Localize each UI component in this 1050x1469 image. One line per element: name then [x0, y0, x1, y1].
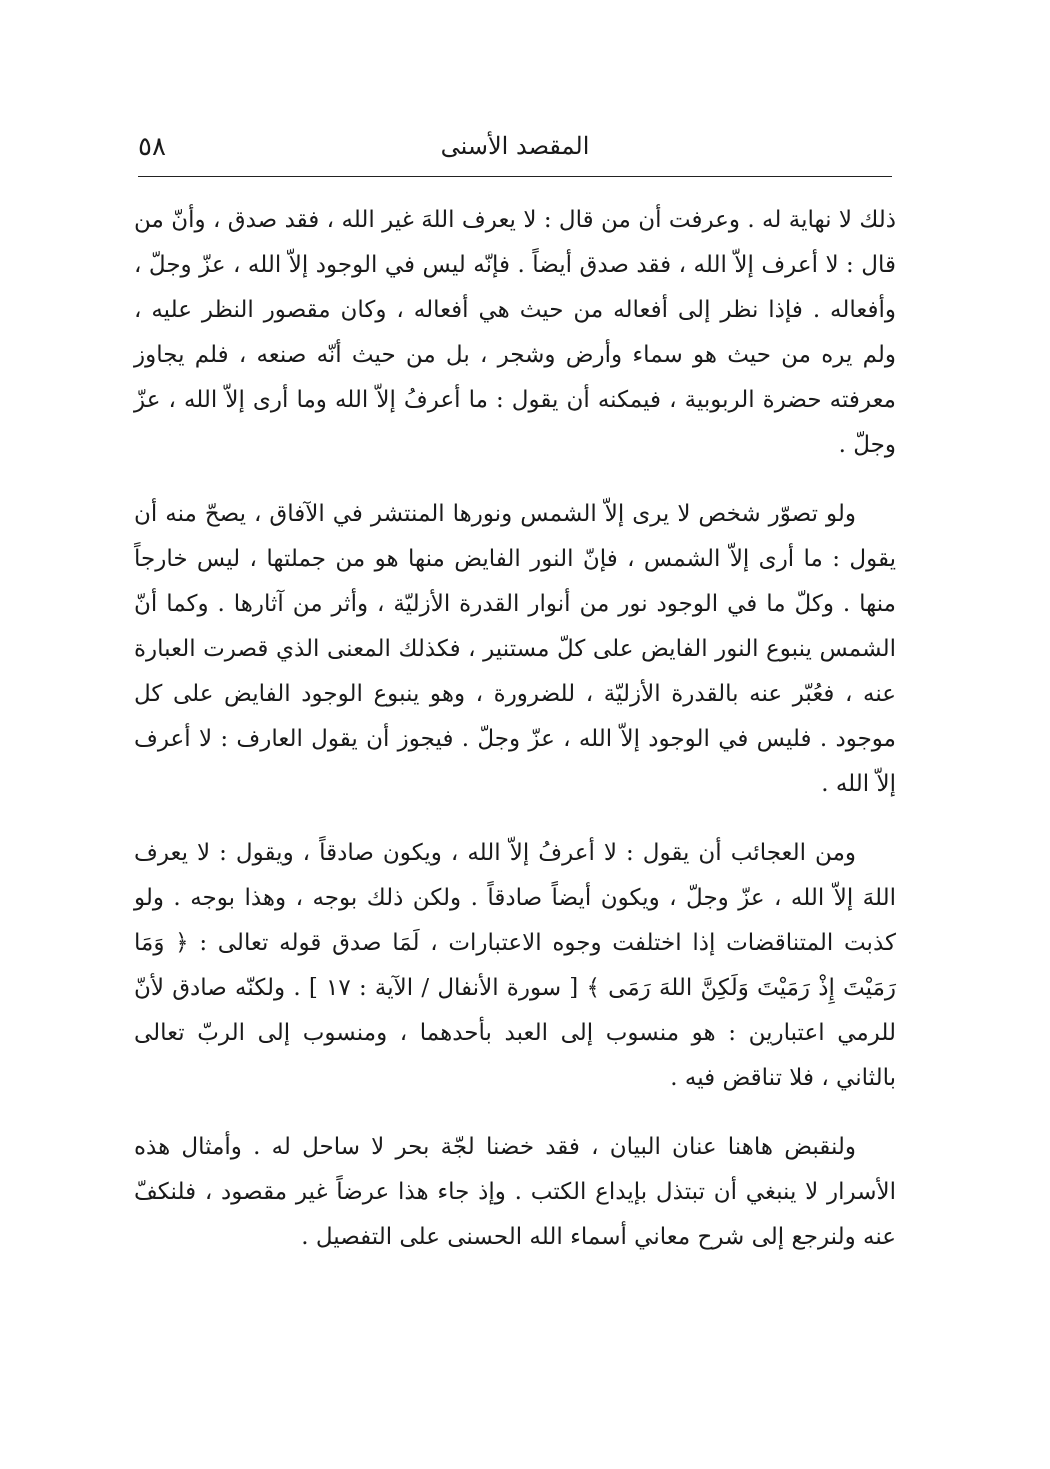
- paragraph-2: ولو تصوّر شخص لا يرى إلاّ الشمس ونورها المنتشر في الآفاق ، يصحّ منه أن يقول : ما أرى إلاّ الشمس ، فإنّ النور الفايض منها هو من جملتها ، ليس خارجاً منها . وكلّ ما في الوجود نور من أنوار القدرة الأزليّة ، وأثر من آثارها . وكما أنّ الشمس ينبوع النور الفايض على كلّ مستنير ، فكذلك المعنى الذي قصرت العبارة عنه ، فعُبّر عنه بالقدرة الأزليّة ، للضرورة ، وهو ينبوع الوجود الفايض على كل موجود . فليس في الوجود إلاّ الله ، عزّ وجلّ . فيجوز أن يقول العارف : لا أعرف إلاّ الله .: [134, 501, 896, 797]
- header-rule: [138, 176, 892, 177]
- paragraph-1: ذلك لا نهاية له . وعرفت أن من قال : لا يعرف اللهَ غير الله ، فقد صدق ، وأنّ من قال : لا أعرف إلاّ الله ، فقد صدق أيضاً . فإنّه ليس في الوجود إلاّ الله ، عزّ وجلّ ، وأفعاله . فإذا نظر إلى أفعاله من حيث هي أفعاله ، وكان مقصور النظر عليه ، ولم يره من حيث هو سماء وأرض وشجر ، بل من حيث أنّه صنعه ، فلم يجاوز معرفته حضرة الربوبية ، فيمكنه أن يقول : ما أعرفُ إلاّ الله وما أرى إلاّ الله ، عزّ وجلّ .: [134, 207, 896, 458]
- paragraph-3: ومن العجائب أن يقول : لا أعرفُ إلاّ الله ، ويكون صادقاً ، ويقول : لا يعرف اللهَ إلاّ الله ، عزّ وجلّ ، ويكون أيضاً صادقاً . ولكن ذلك بوجه ، وهذا بوجه . ولو كذبت المتناقضات إذا اختلفت وجوه الاعتبارات ، لَمَا صدق قوله تعالى : ﴿ وَمَا رَمَيْتَ إِذْ رَمَيْتَ وَلَكِنَّ اللهَ رَمَى ﴾ [ سورة الأنفال / الآية : ١٧ ] . ولكنّه صادق لأنّ للرمي اعتبارين : هو منسوب إلى العبد بأحدهما ، ومنسوب إلى الربّ تعالى بالثاني ، فلا تناقض فيه .: [134, 840, 897, 1091]
- page-header: [138, 122, 892, 176]
- paragraph-4: ولنقبض هاهنا عنان البيان ، فقد خضنا لجّة بحر لا ساحل له . وأمثال هذه الأسرار لا ينبغي أن تبتذل بإيداع الكتب . وإذ جاء هذا عرضاً غير مقصود ، فلنكفّ عنه ولنرجع إلى شرح معاني أسماء الله الحسنى على التفصيل .: [134, 1134, 896, 1250]
- page-number: ٥٨: [138, 132, 166, 162]
- text-body: [134, 198, 896, 1260]
- running-title: المقصد الأسنى: [440, 132, 590, 160]
